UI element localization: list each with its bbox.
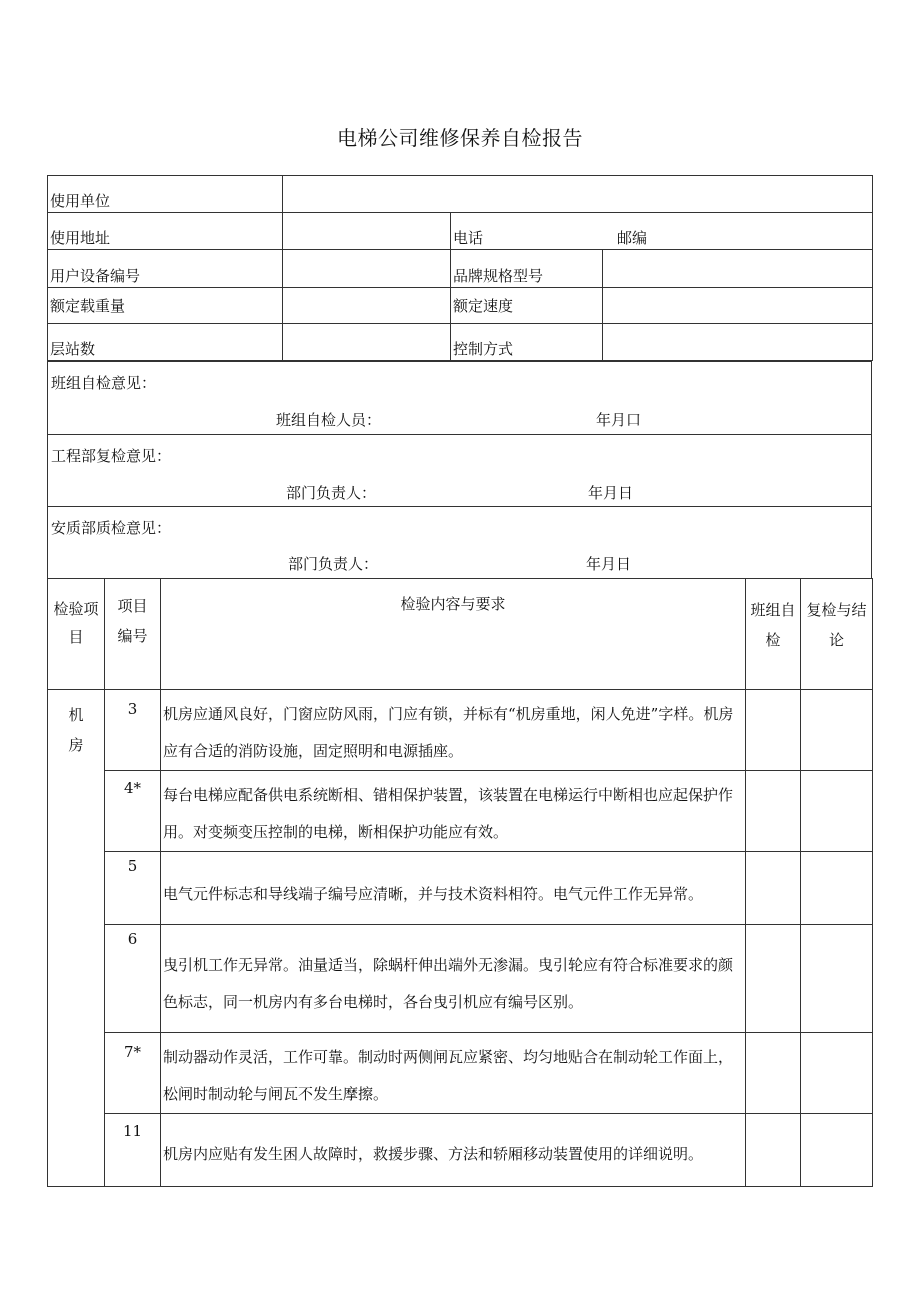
header-team-check: [746, 579, 801, 690]
item-no: 3: [105, 690, 161, 771]
item-no: 5: [105, 852, 161, 925]
item-no: 11: [105, 1114, 161, 1187]
header-recheck: [801, 579, 873, 690]
team-check-cell[interactable]: [746, 925, 801, 1033]
quality-opinion-label: 安质部质检意见：: [51, 519, 172, 537]
engineering-date-label: 年月日: [588, 484, 634, 502]
brand-model-value[interactable]: [603, 250, 873, 288]
rated-speed-value[interactable]: [603, 288, 873, 324]
engineering-signer-label: 部门负责人：: [286, 484, 377, 502]
quality-date-label: 年月日: [586, 555, 632, 573]
device-no-value[interactable]: [283, 250, 451, 288]
control-label: 控制方式: [451, 324, 603, 361]
team-opinion-label: 班组自检意见：: [51, 374, 157, 392]
team-check-cell[interactable]: [746, 1114, 801, 1187]
address-label: 使用地址: [48, 213, 283, 250]
recheck-cell[interactable]: [801, 1033, 873, 1114]
team-opinion-cell[interactable]: [48, 362, 872, 435]
team-check-cell[interactable]: [746, 1033, 801, 1114]
header-recheck-line1: 复检与结: [806, 601, 867, 619]
item-content: 每台电梯应配备供电系统断相、错相保护装置，该装置在电梯运行中断相也应起保护作用。对变频变压控制的电梯，断相保护功能应有效。: [161, 771, 746, 852]
report-title: 电梯公司维修保养自检报告: [337, 126, 583, 150]
recheck-cell[interactable]: [801, 771, 873, 852]
recheck-cell[interactable]: [801, 1114, 873, 1187]
unit-label: 使用单位: [48, 176, 283, 213]
team-signer-label: 班组自检人员：: [276, 411, 382, 429]
item-content: 机房内应贴有发生困人故障时，救援步骤、方法和轿厢移动装置使用的详细说明。: [161, 1114, 746, 1187]
header-item-no-line2: 编号: [117, 627, 148, 645]
header-content: 检验内容与要求: [161, 579, 746, 690]
engineering-opinion-cell[interactable]: [48, 435, 872, 507]
engineering-opinion-label: 工程部复检意见：: [51, 447, 172, 465]
phone-label: 电话: [453, 229, 484, 247]
address-value[interactable]: [283, 213, 451, 250]
rated-load-value[interactable]: [283, 288, 451, 324]
team-check-cell[interactable]: [746, 771, 801, 852]
rated-speed-label: 额定速度: [451, 288, 603, 324]
item-content: 曳引机工作无异常。油量适当，除蜗杆伸出端外无渗漏。曳引轮应有符合标准要求的颜色标志，同一机房内有多台电梯时，各台曳引机应有编号区别。: [161, 925, 746, 1033]
category-line1: 机: [68, 706, 84, 724]
quality-opinion-cell[interactable]: [48, 507, 872, 579]
header-category: [48, 579, 105, 690]
team-check-cell[interactable]: [746, 852, 801, 925]
device-no-label: 用户设备编号: [48, 250, 283, 288]
item-no: 4*: [105, 771, 161, 852]
recheck-cell[interactable]: [801, 852, 873, 925]
team-date-label: 年月口: [596, 411, 642, 429]
rated-load-label: 额定载重量: [48, 288, 283, 324]
header-team-check-line1: 班组自: [750, 601, 796, 619]
team-check-cell[interactable]: [746, 690, 801, 771]
recheck-cell[interactable]: [801, 925, 873, 1033]
quality-signer-label: 部门负责人：: [288, 555, 379, 573]
opinion-table: [47, 361, 872, 579]
category-machine-room: [48, 690, 105, 1187]
header-team-check-line2: 检: [765, 631, 781, 649]
floors-value[interactable]: [283, 324, 451, 361]
header-category-line1: 检验项: [53, 600, 99, 618]
item-content: 机房应通风良好，门窗应防风雨，门应有锁，并标有“机房重地，闲人免进”字样。机房应有合适的消防设施，固定照明和电源插座。: [161, 690, 746, 771]
category-line2: 房: [68, 736, 84, 754]
info-table: [47, 175, 873, 361]
unit-value[interactable]: [283, 176, 873, 213]
recheck-cell[interactable]: [801, 690, 873, 771]
control-value[interactable]: [603, 324, 873, 361]
header-item-no: [105, 579, 161, 690]
inspection-table: [47, 578, 873, 1187]
postcode-label: 邮编: [617, 229, 648, 247]
header-item-no-line1: 项目: [117, 597, 148, 615]
header-category-line2: 目: [68, 628, 84, 646]
phone-postcode-cell[interactable]: [451, 213, 873, 250]
header-recheck-line2: 论: [828, 631, 844, 649]
item-no: 7*: [105, 1033, 161, 1114]
floors-label: 层站数: [48, 324, 283, 361]
brand-model-label: 品牌规格型号: [451, 250, 603, 288]
item-content: 电气元件标志和导线端子编号应清晰，并与技术资料相符。电气元件工作无异常。: [161, 852, 746, 925]
item-no: 6: [105, 925, 161, 1033]
item-content: 制动器动作灵活，工作可靠。制动时两侧闸瓦应紧密、均匀地贴合在制动轮工作面上，松闸时制动轮与闸瓦不发生摩擦。: [161, 1033, 746, 1114]
